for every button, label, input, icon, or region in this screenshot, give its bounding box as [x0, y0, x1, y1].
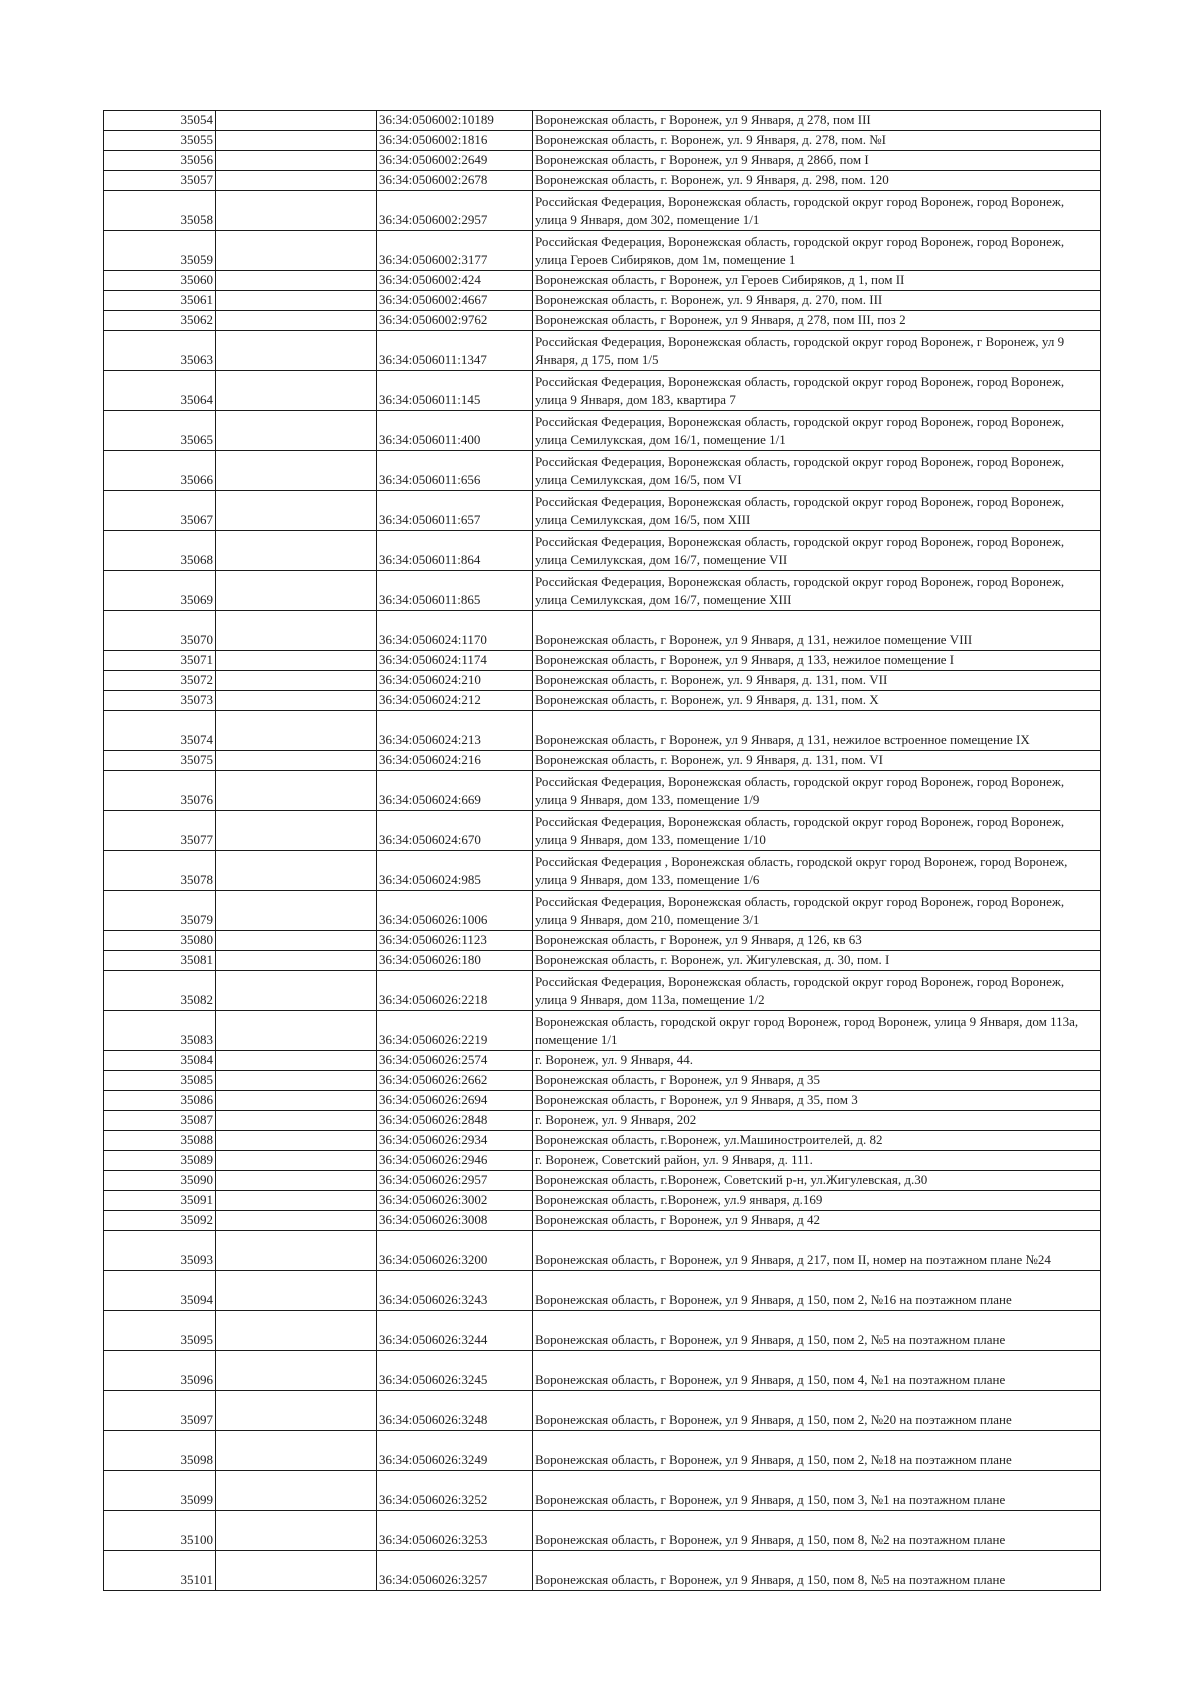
empty-cell [216, 711, 377, 751]
row-number: 35086 [104, 1091, 216, 1111]
address: Российская Федерация, Воронежская область, городской округ город Воронеж, город Воронеж, улица 9 Января, дом 113а, помещение 1/2 [533, 971, 1101, 1011]
row-number: 35083 [104, 1011, 216, 1051]
address: Российская Федерация, Воронежская область, городской округ город Воронеж, город Воронеж, улица 9 Января, дом 210, помещение 3/1 [533, 891, 1101, 931]
empty-cell [216, 1551, 377, 1591]
address: Воронежская область, г.Воронеж, ул.Машиностроителей, д. 82 [533, 1131, 1101, 1151]
empty-cell [216, 1351, 377, 1391]
empty-cell [216, 1311, 377, 1351]
empty-cell [216, 651, 377, 671]
table-row [104, 931, 1101, 951]
empty-cell [216, 331, 377, 371]
row-number: 35088 [104, 1131, 216, 1151]
table-row [104, 451, 1101, 491]
table-row [104, 711, 1101, 751]
empty-cell [216, 1511, 377, 1551]
row-number: 35085 [104, 1071, 216, 1091]
table-row [104, 751, 1101, 771]
empty-cell [216, 1151, 377, 1171]
address: Воронежская область, г Воронеж, ул 9 Января, д 278, пом III, поз 2 [533, 311, 1101, 331]
address: Воронежская область, г Воронеж, ул 9 Января, д 217, пом II, номер на поэтажном плане №24 [533, 1231, 1101, 1271]
empty-cell [216, 411, 377, 451]
address: Воронежская область, г Воронеж, ул 9 Января, д 133, нежилое помещение I [533, 651, 1101, 671]
table-row [104, 111, 1101, 131]
empty-cell [216, 1191, 377, 1211]
table-row [104, 131, 1101, 151]
cadastral-number: 36:34:0506024:669 [377, 771, 533, 811]
cadastral-number: 36:34:0506026:2848 [377, 1111, 533, 1131]
empty-cell [216, 371, 377, 411]
empty-cell [216, 191, 377, 231]
table-row [104, 1551, 1101, 1591]
table-row [104, 1271, 1101, 1311]
address: Воронежская область, г.Воронеж, Советский р-н, ул.Жигулевская, д.30 [533, 1171, 1101, 1191]
table-row [104, 1051, 1101, 1071]
cadastral-number: 36:34:0506026:3002 [377, 1191, 533, 1211]
cadastral-number: 36:34:0506026:2934 [377, 1131, 533, 1151]
address: Воронежская область, г Воронеж, ул 9 Января, д 150, пом 8, №2 на поэтажном плане [533, 1511, 1101, 1551]
table-row [104, 1191, 1101, 1211]
empty-cell [216, 931, 377, 951]
address: г. Воронеж, ул. 9 Января, 44. [533, 1051, 1101, 1071]
address: Российская Федерация, Воронежская область, городской округ город Воронеж, город Воронеж, улица 9 Января, дом 302, помещение 1/1 [533, 191, 1101, 231]
cadastral-number: 36:34:0506026:3249 [377, 1431, 533, 1471]
cadastral-number: 36:34:0506011:400 [377, 411, 533, 451]
table-row [104, 371, 1101, 411]
table-row [104, 1111, 1101, 1131]
address: Воронежская область, г Воронеж, ул 9 Января, д 150, пом 8, №5 на поэтажном плане [533, 1551, 1101, 1591]
table-row [104, 1471, 1101, 1511]
empty-cell [216, 131, 377, 151]
address: Воронежская область, г. Воронеж, ул. 9 Января, д. 131, пом. VII [533, 671, 1101, 691]
row-number: 35101 [104, 1551, 216, 1591]
row-number: 35072 [104, 671, 216, 691]
empty-cell [216, 1271, 377, 1311]
address: Воронежская область, г. Воронеж, ул. Жигулевская, д. 30, пом. I [533, 951, 1101, 971]
address: Российская Федерация, Воронежская область, городской округ город Воронеж, город Воронеж, улица Героев Сибиряков, дом 1м, помещение 1 [533, 231, 1101, 271]
address: Воронежская область, г Воронеж, ул 9 Января, д 131, нежилое встроенное помещение IX [533, 711, 1101, 751]
table-row [104, 191, 1101, 231]
address: Воронежская область, г Воронеж, ул 9 Января, д 286б, пом I [533, 151, 1101, 171]
cadastral-number: 36:34:0506026:2957 [377, 1171, 533, 1191]
cadastral-number: 36:34:0506026:3245 [377, 1351, 533, 1391]
cadastral-number: 36:34:0506024:1170 [377, 611, 533, 651]
empty-cell [216, 811, 377, 851]
empty-cell [216, 291, 377, 311]
cadastral-number: 36:34:0506026:2218 [377, 971, 533, 1011]
table-row [104, 1391, 1101, 1431]
cadastral-number: 36:34:0506011:864 [377, 531, 533, 571]
address: Воронежская область, г. Воронеж, ул. 9 Января, д. 278, пом. №I [533, 131, 1101, 151]
row-number: 35080 [104, 931, 216, 951]
table-row [104, 1231, 1101, 1271]
empty-cell [216, 691, 377, 711]
row-number: 35091 [104, 1191, 216, 1211]
cadastral-number: 36:34:0506002:9762 [377, 311, 533, 331]
address: Воронежская область, г. Воронеж, ул. 9 Января, д. 131, пом. X [533, 691, 1101, 711]
table-row [104, 1211, 1101, 1231]
row-number: 35076 [104, 771, 216, 811]
empty-cell [216, 1051, 377, 1071]
address: Воронежская область, городской округ город Воронеж, город Воронеж, улица 9 Января, дом 113а, помещение 1/1 [533, 1011, 1101, 1051]
cadastral-number: 36:34:0506026:3257 [377, 1551, 533, 1591]
table-row [104, 851, 1101, 891]
table-row [104, 951, 1101, 971]
empty-cell [216, 851, 377, 891]
row-number: 35061 [104, 291, 216, 311]
row-number: 35079 [104, 891, 216, 931]
row-number: 35074 [104, 711, 216, 751]
address: Воронежская область, г Воронеж, ул 9 Января, д 150, пом 4, №1 на поэтажном плане [533, 1351, 1101, 1391]
cadastral-number: 36:34:0506024:670 [377, 811, 533, 851]
cadastral-number: 36:34:0506002:1816 [377, 131, 533, 151]
address: Воронежская область, г Воронеж, ул 9 Января, д 35 [533, 1071, 1101, 1091]
empty-cell [216, 451, 377, 491]
row-number: 35067 [104, 491, 216, 531]
row-number: 35073 [104, 691, 216, 711]
cadastral-number: 36:34:0506002:4667 [377, 291, 533, 311]
address: Воронежская область, г Воронеж, ул 9 Января, д 126, кв 63 [533, 931, 1101, 951]
empty-cell [216, 1171, 377, 1191]
empty-cell [216, 151, 377, 171]
table-row [104, 1151, 1101, 1171]
cadastral-number: 36:34:0506002:424 [377, 271, 533, 291]
cadastral-number: 36:34:0506024:213 [377, 711, 533, 751]
address: Воронежская область, г. Воронеж, ул. 9 Января, д. 131, пом. VI [533, 751, 1101, 771]
row-number: 35059 [104, 231, 216, 271]
cadastral-number: 36:34:0506011:656 [377, 451, 533, 491]
empty-cell [216, 491, 377, 531]
row-number: 35096 [104, 1351, 216, 1391]
table-row [104, 1071, 1101, 1091]
address: Российская Федерация, Воронежская область, городской округ город Воронеж, город Воронеж, улица 9 Января, дом 133, помещение 1/9 [533, 771, 1101, 811]
address: Воронежская область, г Воронеж, ул 9 Января, д 150, пом 3, №1 на поэтажном плане [533, 1471, 1101, 1511]
cadastral-number: 36:34:0506026:180 [377, 951, 533, 971]
cadastral-number: 36:34:0506026:3253 [377, 1511, 533, 1551]
table-row [104, 1091, 1101, 1111]
empty-cell [216, 971, 377, 1011]
cadastral-number: 36:34:0506024:985 [377, 851, 533, 891]
row-number: 35070 [104, 611, 216, 651]
cadastral-number: 36:34:0506002:2649 [377, 151, 533, 171]
empty-cell [216, 1011, 377, 1051]
address: Российская Федерация, Воронежская область, городской округ город Воронеж, город Воронеж, улица 9 Января, дом 133, помещение 1/10 [533, 811, 1101, 851]
address: Российская Федерация, Воронежская область, городской округ город Воронеж, город Воронеж, улица Семилукская, дом 16/5, пом VI [533, 451, 1101, 491]
address: Российская Федерация, Воронежская область, городской округ город Воронеж, город Воронеж, улица Семилукская, дом 16/1, помещение 1/1 [533, 411, 1101, 451]
cadastral-number: 36:34:0506026:3008 [377, 1211, 533, 1231]
row-number: 35055 [104, 131, 216, 151]
row-number: 35058 [104, 191, 216, 231]
empty-cell [216, 311, 377, 331]
empty-cell [216, 1391, 377, 1431]
empty-cell [216, 171, 377, 191]
address: Российская Федерация , Воронежская область, городской округ город Воронеж, город Воронеж, улица 9 Января, дом 133, помещение 1/6 [533, 851, 1101, 891]
address: Воронежская область, г. Воронеж, ул. 9 Января, д. 298, пом. 120 [533, 171, 1101, 191]
row-number: 35060 [104, 271, 216, 291]
cadastral-number: 36:34:0506026:1006 [377, 891, 533, 931]
cadastral-number: 36:34:0506026:2662 [377, 1071, 533, 1091]
empty-cell [216, 1211, 377, 1231]
cadastral-number: 36:34:0506026:3243 [377, 1271, 533, 1311]
cadastral-number: 36:34:0506026:2219 [377, 1011, 533, 1051]
address: Воронежская область, г Воронеж, ул 9 Января, д 131, нежилое помещение VIII [533, 611, 1101, 651]
table-row [104, 311, 1101, 331]
table-row [104, 271, 1101, 291]
table-row [104, 1511, 1101, 1551]
address: г. Воронеж, Советский район, ул. 9 Января, д. 111. [533, 1151, 1101, 1171]
empty-cell [216, 1111, 377, 1131]
address: Российская Федерация, Воронежская область, городской округ город Воронеж, город Воронеж, улица Семилукская, дом 16/7, помещение XIII [533, 571, 1101, 611]
row-number: 35098 [104, 1431, 216, 1471]
row-number: 35100 [104, 1511, 216, 1551]
row-number: 35084 [104, 1051, 216, 1071]
address: Воронежская область, г Воронеж, ул 9 Января, д 278, пом III [533, 111, 1101, 131]
row-number: 35069 [104, 571, 216, 611]
row-number: 35064 [104, 371, 216, 411]
cadastral-number: 36:34:0506026:3252 [377, 1471, 533, 1511]
cadastral-number: 36:34:0506024:212 [377, 691, 533, 711]
cadastral-number: 36:34:0506026:2574 [377, 1051, 533, 1071]
cadastral-number: 36:34:0506002:10189 [377, 111, 533, 131]
empty-cell [216, 671, 377, 691]
empty-cell [216, 1231, 377, 1271]
row-number: 35087 [104, 1111, 216, 1131]
table-row [104, 291, 1101, 311]
row-number: 35095 [104, 1311, 216, 1351]
row-number: 35062 [104, 311, 216, 331]
empty-cell [216, 531, 377, 571]
table-row [104, 491, 1101, 531]
table-row [104, 571, 1101, 611]
table-row [104, 891, 1101, 931]
address: Российская Федерация, Воронежская область, городской округ город Воронеж, город Воронеж, улица 9 Января, дом 183, квартира 7 [533, 371, 1101, 411]
table-row [104, 1311, 1101, 1351]
table-row [104, 331, 1101, 371]
address: Российская Федерация, Воронежская область, городской округ город Воронеж, город Воронеж, улица Семилукская, дом 16/5, пом XIII [533, 491, 1101, 531]
row-number: 35094 [104, 1271, 216, 1311]
address: Воронежская область, г Воронеж, ул Героев Сибиряков, д 1, пом II [533, 271, 1101, 291]
empty-cell [216, 1131, 377, 1151]
row-number: 35066 [104, 451, 216, 491]
cadastral-number: 36:34:0506026:2694 [377, 1091, 533, 1111]
address: Воронежская область, г Воронеж, ул 9 Января, д 150, пом 2, №18 на поэтажном плане [533, 1431, 1101, 1471]
address: Воронежская область, г Воронеж, ул 9 Января, д 150, пом 2, №5 на поэтажном плане [533, 1311, 1101, 1351]
address: г. Воронеж, ул. 9 Января, 202 [533, 1111, 1101, 1131]
row-number: 35093 [104, 1231, 216, 1271]
table-row [104, 1011, 1101, 1051]
table-row [104, 231, 1101, 271]
cadastral-number: 36:34:0506026:2946 [377, 1151, 533, 1171]
cadastral-number: 36:34:0506026:3200 [377, 1231, 533, 1271]
address: Воронежская область, г Воронеж, ул 9 Января, д 150, пом 2, №20 на поэтажном плане [533, 1391, 1101, 1431]
row-number: 35078 [104, 851, 216, 891]
row-number: 35097 [104, 1391, 216, 1431]
address: Воронежская область, г Воронеж, ул 9 Января, д 150, пом 2, №16 на поэтажном плане [533, 1271, 1101, 1311]
empty-cell [216, 1091, 377, 1111]
table-row [104, 1351, 1101, 1391]
empty-cell [216, 231, 377, 271]
empty-cell [216, 271, 377, 291]
table-row [104, 531, 1101, 571]
table-row [104, 1171, 1101, 1191]
row-number: 35071 [104, 651, 216, 671]
table-row [104, 171, 1101, 191]
table-row [104, 411, 1101, 451]
table-row [104, 611, 1101, 651]
empty-cell [216, 611, 377, 651]
row-number: 35082 [104, 971, 216, 1011]
address: Российская Федерация, Воронежская область, городской округ город Воронеж, г Воронеж, ул 9 Января, д 175, пом 1/5 [533, 331, 1101, 371]
row-number: 35054 [104, 111, 216, 131]
cadastral-number: 36:34:0506024:1174 [377, 651, 533, 671]
empty-cell [216, 1471, 377, 1511]
cadastral-number: 36:34:0506002:2957 [377, 191, 533, 231]
cadastral-number: 36:34:0506011:1347 [377, 331, 533, 371]
cadastral-number: 36:34:0506002:2678 [377, 171, 533, 191]
cadastral-number: 36:34:0506002:3177 [377, 231, 533, 271]
row-number: 35068 [104, 531, 216, 571]
property-register-table [103, 110, 1101, 1591]
table-row [104, 811, 1101, 851]
address: Воронежская область, г Воронеж, ул 9 Января, д 42 [533, 1211, 1101, 1231]
row-number: 35092 [104, 1211, 216, 1231]
row-number: 35081 [104, 951, 216, 971]
empty-cell [216, 571, 377, 611]
cadastral-number: 36:34:0506026:3244 [377, 1311, 533, 1351]
cadastral-number: 36:34:0506024:216 [377, 751, 533, 771]
empty-cell [216, 1431, 377, 1471]
row-number: 35077 [104, 811, 216, 851]
address: Воронежская область, г. Воронеж, ул. 9 Января, д. 270, пом. III [533, 291, 1101, 311]
empty-cell [216, 771, 377, 811]
row-number: 35089 [104, 1151, 216, 1171]
table-row [104, 651, 1101, 671]
table-row [104, 691, 1101, 711]
address: Воронежская область, г Воронеж, ул 9 Января, д 35, пом 3 [533, 1091, 1101, 1111]
empty-cell [216, 951, 377, 971]
cadastral-number: 36:34:0506011:865 [377, 571, 533, 611]
row-number: 35099 [104, 1471, 216, 1511]
cadastral-number: 36:34:0506011:145 [377, 371, 533, 411]
table-row [104, 1131, 1101, 1151]
table-row [104, 151, 1101, 171]
address: Воронежская область, г.Воронеж, ул.9 января, д.169 [533, 1191, 1101, 1211]
cadastral-number: 36:34:0506011:657 [377, 491, 533, 531]
cadastral-number: 36:34:0506026:3248 [377, 1391, 533, 1431]
table-row [104, 971, 1101, 1011]
row-number: 35075 [104, 751, 216, 771]
table-row [104, 771, 1101, 811]
table-row [104, 671, 1101, 691]
address: Российская Федерация, Воронежская область, городской округ город Воронеж, город Воронеж, улица Семилукская, дом 16/7, помещение VII [533, 531, 1101, 571]
row-number: 35090 [104, 1171, 216, 1191]
row-number: 35063 [104, 331, 216, 371]
empty-cell [216, 891, 377, 931]
row-number: 35056 [104, 151, 216, 171]
empty-cell [216, 1071, 377, 1091]
row-number: 35057 [104, 171, 216, 191]
cadastral-number: 36:34:0506024:210 [377, 671, 533, 691]
empty-cell [216, 751, 377, 771]
row-number: 35065 [104, 411, 216, 451]
table-row [104, 1431, 1101, 1471]
empty-cell [216, 111, 377, 131]
cadastral-number: 36:34:0506026:1123 [377, 931, 533, 951]
